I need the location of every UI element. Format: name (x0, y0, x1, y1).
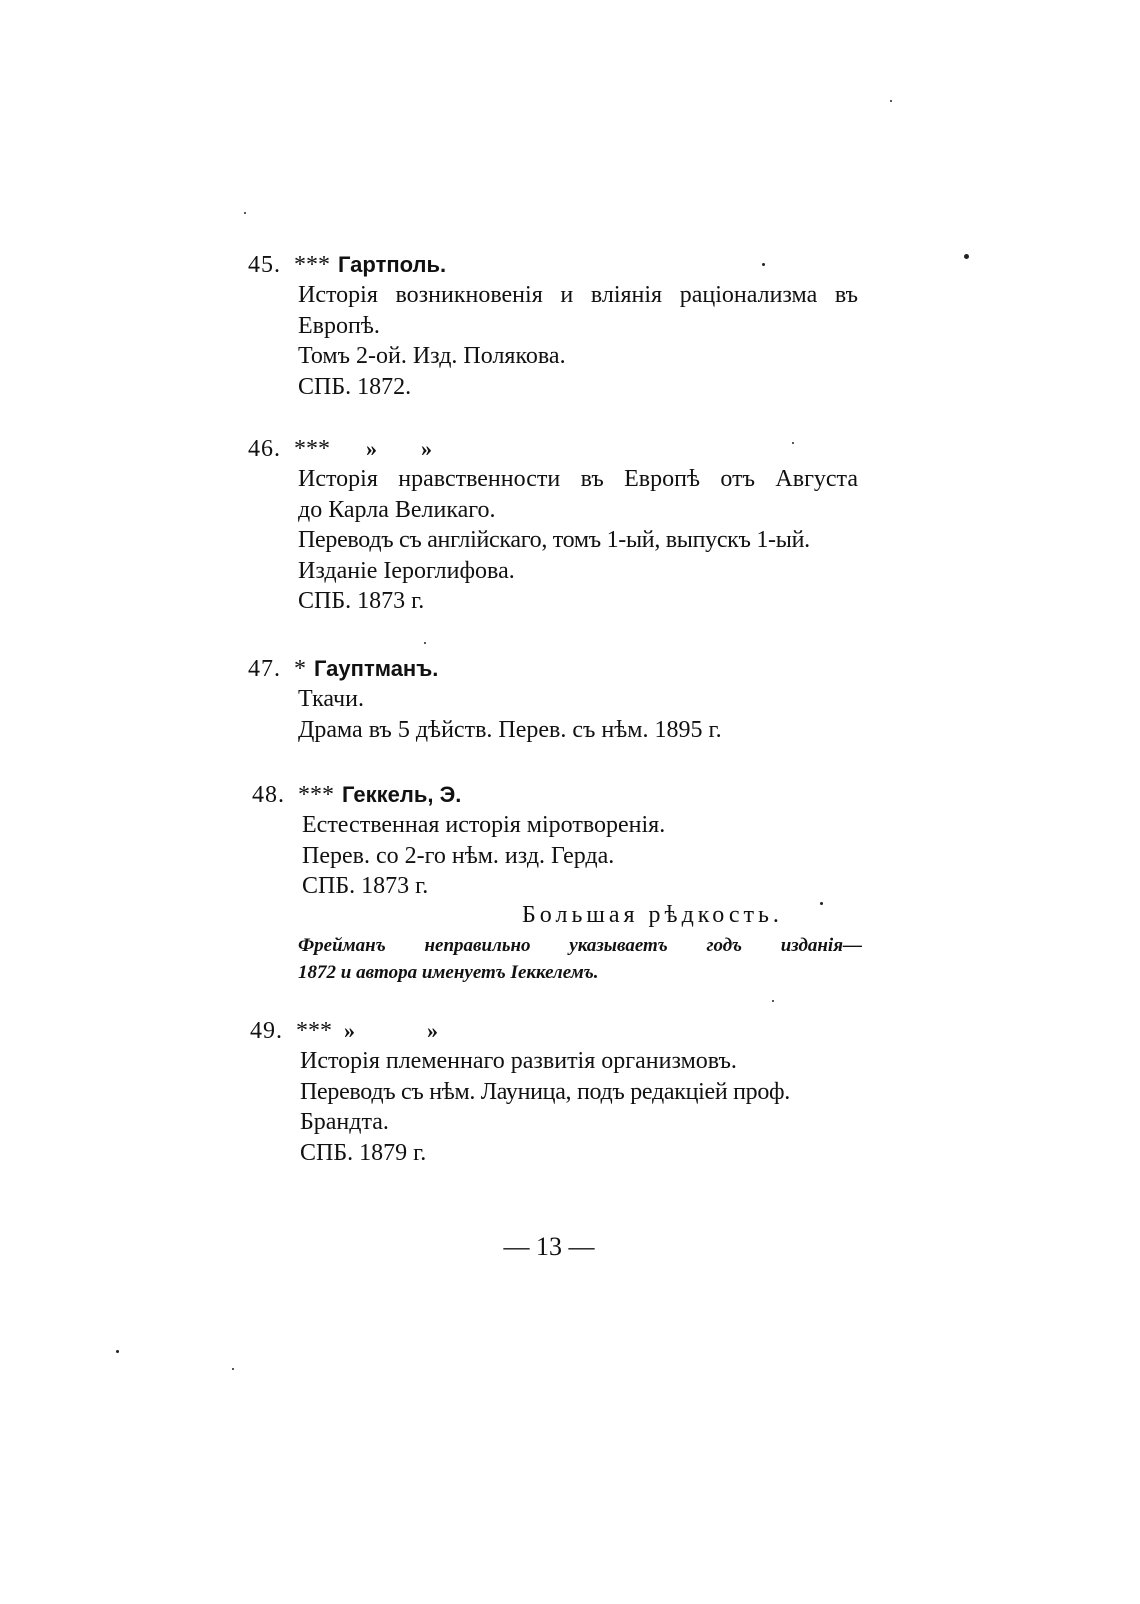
entry-number: 49. (250, 1018, 283, 1044)
entry-title-line: Исторія племеннаго развитія организмовъ. (300, 1048, 737, 1074)
ditto-mark: » (427, 1018, 438, 1043)
scan-speck (424, 642, 426, 644)
entry-number: 46. (248, 436, 281, 462)
note-line: Фрейманъ неправильно указываетъ годъ изданія— (298, 935, 862, 956)
rarity-mark: * (294, 656, 306, 682)
catalog-entry-46 (248, 434, 888, 617)
entry-heading (248, 250, 888, 280)
entry-edition-line: Переводъ съ нѣм. Лауница, подъ редакціей проф. (300, 1078, 790, 1105)
entry-author: Гартполь. (338, 252, 447, 277)
scan-speck (772, 1000, 774, 1002)
ditto-mark: » (366, 436, 377, 461)
entry-heading (250, 1016, 890, 1046)
rarity-mark: *** (294, 436, 330, 462)
ditto-mark: » (344, 1018, 355, 1043)
catalog-entry-48 (252, 780, 892, 902)
scan-speck (890, 100, 892, 102)
entry-imprint-line: СПБ. 1873 г. (302, 873, 429, 899)
entry-imprint-line: СПБ. 1872. (298, 373, 412, 400)
entry-imprint-line: СПБ. 1873 г. (298, 588, 425, 614)
entry-edition-line: Томъ 2-ой. Изд. Полякова. (298, 343, 566, 369)
scan-speck (820, 902, 823, 905)
rarity-mark: *** (294, 252, 330, 278)
entry-author: Гауптманъ. (314, 656, 439, 681)
scan-speck (116, 1350, 119, 1353)
scan-speck (232, 1368, 234, 1370)
page-number: — 13 — (503, 1232, 595, 1261)
catalog-entry-47 (248, 654, 888, 745)
entry-number: 48. (252, 782, 285, 808)
bibliographic-note (298, 932, 862, 986)
entry-edition-line: Перев. со 2-го нѣм. изд. Герда. (302, 842, 615, 869)
entry-edition-line: Изданіе Іероглифова. (298, 557, 515, 584)
catalog-entry-49 (250, 1016, 890, 1168)
scan-speck (964, 254, 969, 259)
rarity-mark: *** (298, 782, 334, 808)
entry-title-line: Исторія нравственности въ Европѣ отъ Августа (298, 466, 858, 492)
entry-heading (248, 654, 888, 684)
catalog-entry-45 (248, 250, 888, 402)
entry-edition-line: Переводъ съ англійскаго, томъ 1-ый, выпускъ 1-ый. (298, 527, 810, 553)
scan-speck (792, 442, 794, 444)
entry-title-line: Естественная исторія міротворенія. (302, 812, 666, 838)
ditto-mark: » (421, 436, 432, 461)
rarity-remark: Большая рѣдкость. (522, 902, 783, 928)
entry-title-line: Европѣ. (298, 312, 380, 339)
note-line: 1872 и автора именуетъ Іеккелемъ. (298, 962, 599, 983)
entry-author: Геккель, Э. (342, 782, 462, 807)
entry-edition-line: Брандта. (300, 1109, 389, 1135)
entry-heading (252, 780, 892, 810)
scan-speck (244, 212, 246, 214)
entry-number: 47. (248, 656, 281, 682)
entry-heading (248, 434, 888, 464)
entry-title-line: Ткачи. (298, 686, 364, 712)
entry-title-line: до Карла Великаго. (298, 496, 496, 523)
entry-imprint-line: СПБ. 1879 г. (300, 1139, 427, 1166)
scan-speck (762, 263, 765, 266)
entry-edition-line: Драма въ 5 дѣйств. Перев. съ нѣм. 1895 г. (298, 716, 722, 743)
entry-number: 45. (248, 252, 281, 278)
rarity-mark: *** (296, 1018, 332, 1044)
entry-title-line: Исторія возникновенія и вліянія раціонализма въ (298, 282, 858, 308)
